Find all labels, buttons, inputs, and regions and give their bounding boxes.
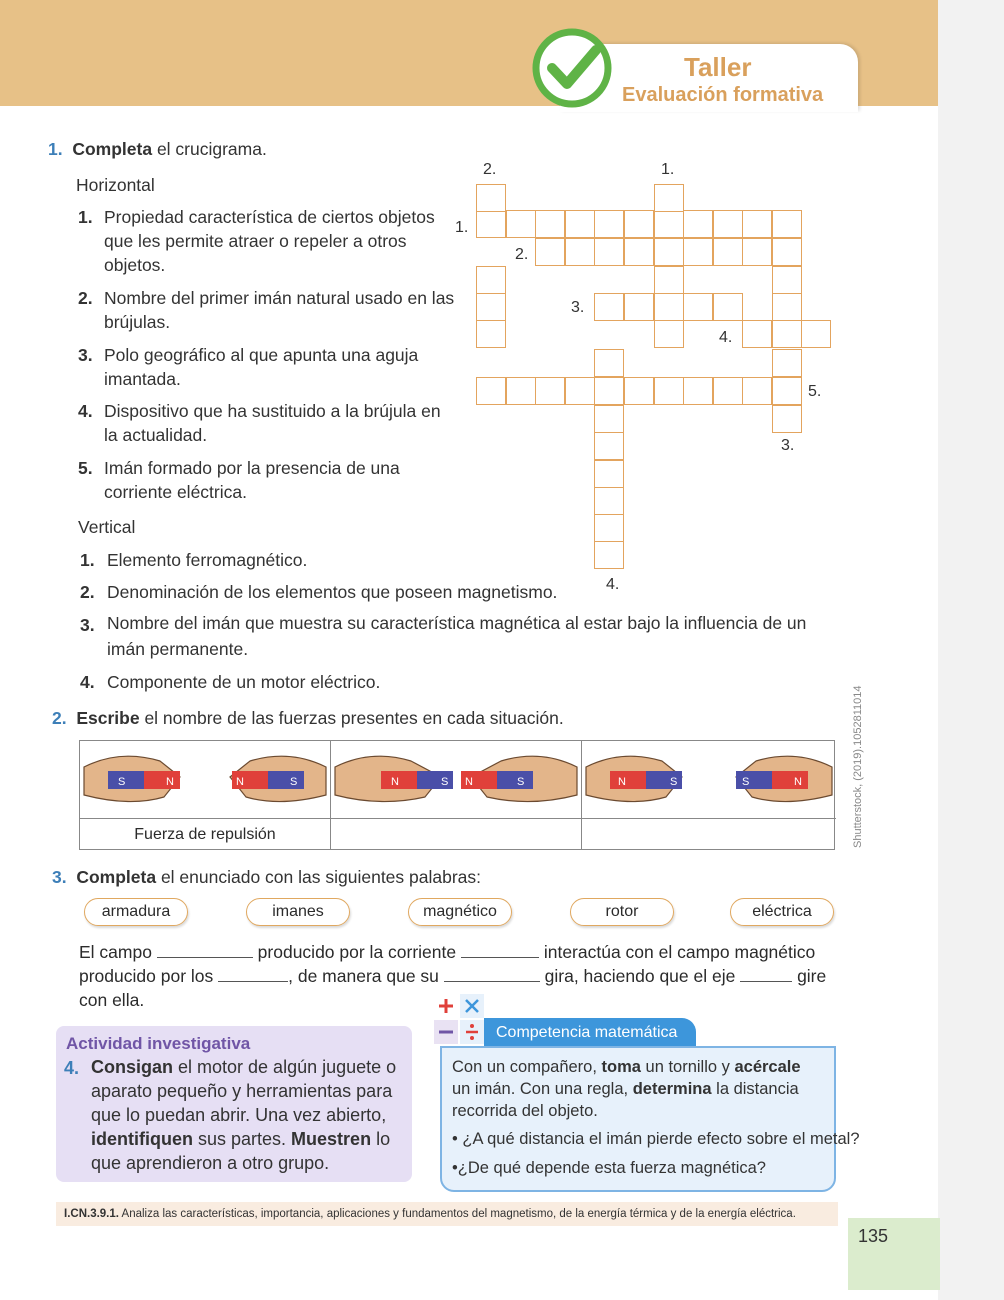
crossword-number: 3.	[781, 437, 795, 454]
magnets-illustration	[582, 741, 836, 818]
crossword-number: 2.	[483, 161, 497, 178]
situation-3-image	[582, 741, 836, 818]
pole-label: S	[441, 776, 449, 788]
answer-cell-1[interactable]: Fuerza de repulsión	[80, 818, 331, 850]
research-activity-title: Actividad investigativa	[66, 1034, 251, 1053]
crossword-number: 4.	[719, 329, 733, 346]
crossword-cell[interactable]	[772, 210, 802, 238]
crossword-cell[interactable]	[713, 210, 743, 238]
crossword-cell[interactable]	[506, 377, 536, 405]
crossword-cell[interactable]	[535, 210, 565, 238]
page-number: 135	[848, 1218, 940, 1290]
horizontal-heading: Horizontal	[76, 175, 155, 195]
h-clue-2-line1: Nombre del primer imán natural usado en las	[104, 288, 455, 308]
crossword-cell[interactable]	[683, 293, 713, 321]
crossword-number: 3.	[571, 299, 585, 316]
crossword-cell[interactable]	[594, 377, 624, 405]
word-chip: magnético	[408, 898, 512, 926]
crossword-cell[interactable]	[594, 514, 624, 542]
crossword-cell[interactable]	[594, 432, 624, 460]
pole-label: S	[670, 776, 678, 788]
word-chip: rotor	[570, 898, 674, 926]
h-clue-2-line2: brújulas.	[104, 312, 171, 332]
h-clue-5-line2: corriente eléctrica.	[104, 482, 247, 502]
crossword-cell[interactable]	[624, 293, 654, 321]
math-competence-title: Competencia matemática	[484, 1018, 696, 1048]
crossword-number: 2.	[515, 246, 529, 263]
blank-field[interactable]	[740, 966, 792, 982]
page-title: Taller	[684, 52, 752, 82]
h-clue-4-line1: Dispositivo que ha sustituido a la brújula en	[104, 401, 441, 421]
crossword-cell[interactable]	[594, 487, 624, 515]
crossword-cell[interactable]	[654, 293, 684, 321]
crossword-cell[interactable]	[772, 266, 802, 294]
crossword-cell[interactable]	[624, 238, 654, 266]
v-clue-2-line1: Denominación de los elementos que poseen magnetismo.	[107, 582, 558, 602]
crossword-cell[interactable]	[772, 377, 802, 405]
situation-1-image	[80, 741, 331, 818]
pole-label: N	[618, 776, 626, 788]
v-clue-3-num: 3.	[80, 615, 95, 635]
math-line-1: Con un compañero, toma un tornillo y acércale	[452, 1058, 801, 1076]
sentence-line-2: producido por los , de manera que su gira, haciendo que el eje gire	[79, 966, 827, 986]
crossword-cell[interactable]	[801, 320, 831, 348]
crossword-cell[interactable]	[476, 320, 506, 348]
crossword-cell[interactable]	[594, 238, 624, 266]
math-bullet-2: •¿De qué depende esta fuerza magnética?	[452, 1159, 766, 1177]
crossword-number: 1.	[455, 219, 469, 236]
vertical-heading: Vertical	[78, 517, 136, 537]
h-clue-1-line3: objetos.	[104, 255, 166, 275]
h-clue-1-line2: que les permite atraer o repeler a otros	[104, 231, 407, 251]
crossword-cell[interactable]	[713, 293, 743, 321]
pole-label: N	[391, 776, 399, 788]
crossword-cell[interactable]	[742, 377, 772, 405]
v-clue-2-num: 2.	[80, 582, 95, 602]
blank-field[interactable]	[157, 942, 253, 958]
crossword-cell[interactable]	[713, 377, 743, 405]
magnets-illustration	[331, 741, 582, 818]
math-line-2: un imán. Con una regla, determina la distancia	[452, 1080, 799, 1098]
pole-label: N	[794, 776, 802, 788]
crossword-cell[interactable]	[535, 377, 565, 405]
pole-label: N	[465, 776, 473, 788]
sentence-line-3: con ella.	[79, 990, 145, 1010]
crossword-cell[interactable]	[565, 238, 595, 266]
crossword-cell[interactable]	[624, 210, 654, 238]
crossword-cell[interactable]	[476, 293, 506, 321]
h-clue-3-num: 3.	[78, 345, 93, 365]
crossword-cell[interactable]	[594, 210, 624, 238]
crossword-number: 5.	[808, 383, 822, 400]
pole-label: N	[166, 776, 174, 788]
h-clue-4-num: 4.	[78, 401, 93, 421]
crossword-cell[interactable]	[476, 210, 506, 238]
crossword-cell[interactable]	[742, 238, 772, 266]
crossword-cell[interactable]	[742, 210, 772, 238]
h-clue-3-line1: Polo geográfico al que apunta una aguja	[104, 345, 419, 365]
q1-heading: 1. Completa el crucigrama.	[48, 139, 267, 159]
math-bullet-1: • ¿A qué distancia el imán pierde efecto sobre el metal?	[452, 1130, 860, 1148]
h-clue-5-line1: Imán formado por la presencia de una	[104, 458, 400, 478]
crossword-cell[interactable]	[594, 293, 624, 321]
forces-table	[79, 740, 835, 850]
crossword-cell[interactable]	[772, 238, 802, 266]
h-clue-3-line2: imantada.	[104, 369, 181, 389]
v-clue-3-line1: Nombre del imán que muestra su característica magnética al estar bajo la influencia de un	[107, 613, 807, 633]
activity-line-2: aparato pequeño y herramientas para	[91, 1081, 393, 1101]
h-clue-1-num: 1.	[78, 207, 93, 227]
crossword-number: 4.	[606, 576, 620, 593]
sentence-line-1: El campo producido por la corriente interactúa con el campo magnético	[79, 942, 816, 962]
crossword-cell[interactable]	[594, 541, 624, 569]
crossword-cell[interactable]	[654, 210, 684, 238]
crossword-cell[interactable]	[594, 460, 624, 488]
v-clue-3-line2: imán permanente.	[107, 639, 249, 659]
crossword-cell[interactable]	[654, 266, 684, 294]
word-chip: eléctrica	[730, 898, 834, 926]
h-clue-5-num: 5.	[78, 458, 93, 478]
activity-number: 4.	[64, 1058, 80, 1078]
crossword-cell[interactable]	[624, 377, 654, 405]
crossword-cell[interactable]	[654, 377, 684, 405]
pole-label: S	[742, 776, 750, 788]
pole-label: S	[118, 776, 126, 788]
activity-line-3: que lo puedan abrir. Una vez abierto,	[91, 1105, 387, 1125]
learning-indicator: I.CN.3.9.1. Analiza las características, importancia, aplicaciones y fundamentos del magnetismo, de la energía térmica y de la energía eléctrica.	[56, 1202, 838, 1226]
crossword-cell[interactable]	[654, 238, 684, 266]
crossword-cell[interactable]	[772, 405, 802, 433]
v-clue-1-line1: Elemento ferromagnético.	[107, 550, 308, 570]
pole-label: S	[290, 776, 298, 788]
blank-field[interactable]	[461, 942, 539, 958]
pole-label: S	[517, 776, 525, 788]
v-clue-4-num: 4.	[80, 672, 95, 692]
activity-line-4: identifiquen sus partes. Muestren lo	[91, 1129, 391, 1149]
crossword-cell[interactable]	[713, 238, 743, 266]
activity-line-5: que aprendieron a otro grupo.	[91, 1153, 330, 1173]
blank-field[interactable]	[444, 966, 540, 982]
crossword-cell[interactable]	[594, 349, 624, 377]
crossword-cell[interactable]	[683, 210, 713, 238]
blank-field[interactable]	[218, 966, 288, 982]
crossword-cell[interactable]	[772, 293, 802, 321]
crossword-cell[interactable]	[654, 184, 684, 212]
h-clue-2-num: 2.	[78, 288, 93, 308]
image-credit: Shutterstock, (2019).1052811014	[852, 685, 864, 848]
crossword-cell[interactable]	[654, 320, 684, 348]
checkmark-icon	[530, 26, 614, 110]
crossword-cell[interactable]	[476, 266, 506, 294]
math-line-3: recorrida del objeto.	[452, 1102, 598, 1120]
situation-2-image	[331, 741, 582, 818]
v-clue-1-num: 1.	[80, 550, 95, 570]
crossword-cell[interactable]	[476, 184, 506, 212]
crossword-cell[interactable]	[594, 405, 624, 433]
crossword-cell[interactable]	[683, 238, 713, 266]
v-clue-4-line1: Componente de un motor eléctrico.	[107, 672, 381, 692]
crossword-cell[interactable]	[772, 349, 802, 377]
page-edge	[938, 0, 1004, 1300]
math-operations-icon	[434, 994, 486, 1046]
crossword-cell[interactable]	[772, 320, 802, 348]
q3-heading: 3. Completa el enunciado con las siguientes palabras:	[52, 867, 482, 887]
crossword-cell[interactable]	[535, 238, 565, 266]
crossword-cell[interactable]	[742, 320, 772, 348]
h-clue-1-line1: Propiedad característica de ciertos objetos	[104, 207, 435, 227]
crossword-cell[interactable]	[476, 377, 506, 405]
crossword-cell[interactable]	[565, 210, 595, 238]
pole-label: N	[236, 776, 244, 788]
word-chip: armadura	[84, 898, 188, 926]
page-subtitle: Evaluación formativa	[622, 84, 824, 106]
answer-cell-3[interactable]	[582, 818, 836, 850]
crossword-cell[interactable]	[506, 210, 536, 238]
word-chip: imanes	[246, 898, 350, 926]
crossword-cell[interactable]	[565, 377, 595, 405]
magnets-illustration	[80, 741, 331, 818]
activity-line-1: Consigan el motor de algún juguete o	[91, 1057, 397, 1077]
answer-cell-2[interactable]	[331, 818, 582, 850]
q2-heading: 2. Escribe el nombre de las fuerzas presentes en cada situación.	[52, 708, 564, 728]
crossword-number: 1.	[661, 161, 675, 178]
crossword-cell[interactable]	[683, 377, 713, 405]
h-clue-4-line2: la actualidad.	[104, 425, 208, 445]
